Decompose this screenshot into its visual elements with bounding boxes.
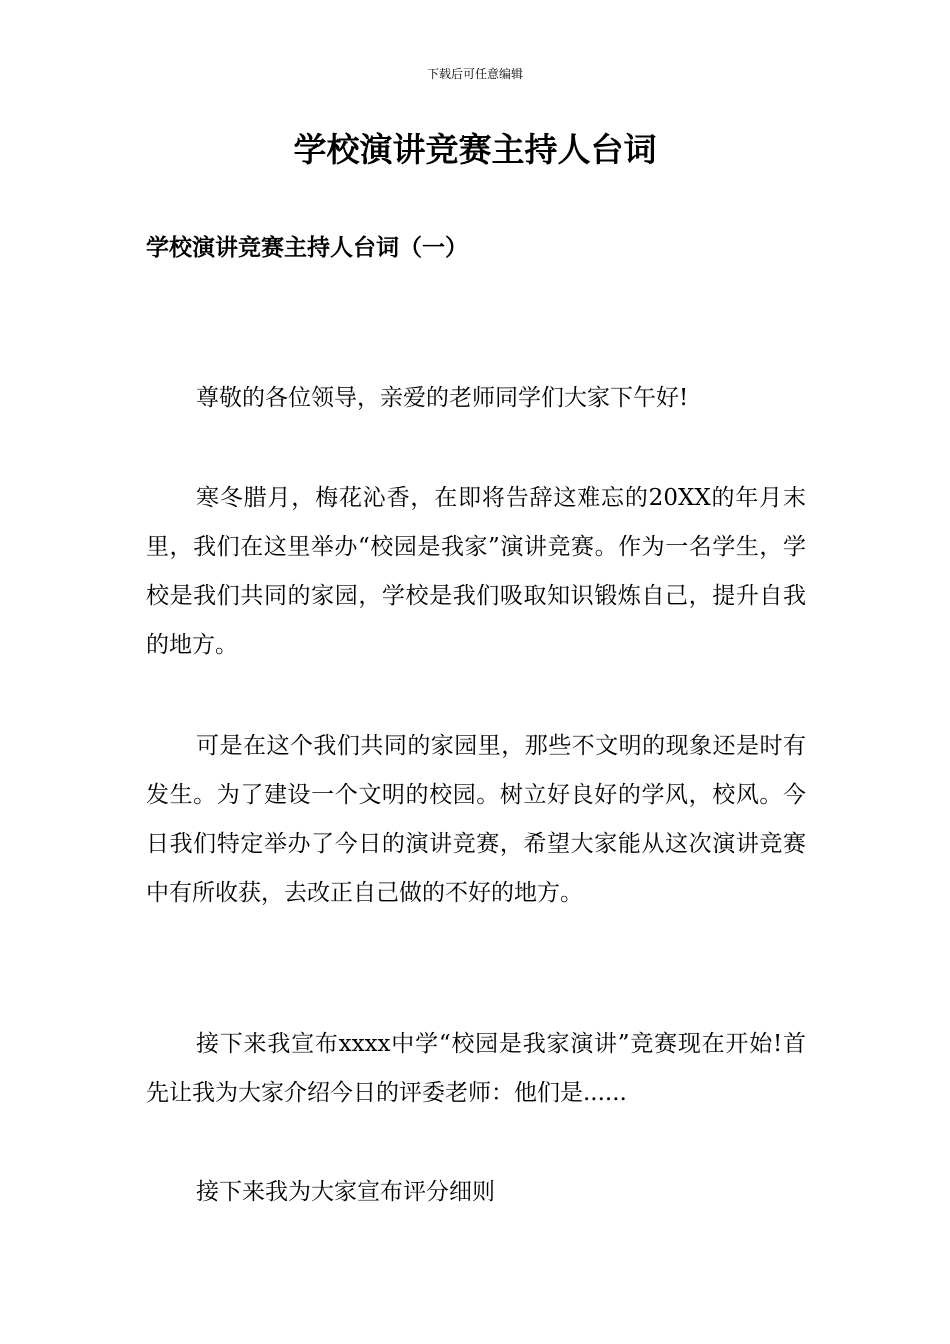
paragraph-scoring-rules: 接下来我为大家宣布评分细则	[196, 1179, 495, 1205]
header-note: 下载后可任意编辑	[426, 67, 523, 81]
document-title: 学校演讲竞赛主持人台词	[293, 130, 657, 169]
paragraph-greeting: 尊敬的各位领导，亲爱的老师同学们大家下午好!	[196, 385, 689, 411]
paragraph-opening: 接下来我宣布xxxx中学“校园是我家演讲”竞赛现在开始!首先让我为大家介绍今日的评委老师：他们是......	[146, 1031, 806, 1106]
section-heading: 学校演讲竞赛主持人台词（一）	[146, 234, 468, 261]
paragraph-introduction: 寒冬腊月，梅花沁香，在即将告辞这难忘的20XX的年月末里，我们在这里举办“校园是我家”演讲竞赛。作为一名学生，学校是我们共同的家园，学校是我们吸取知识锻炼自己，提升自我的地方。	[146, 485, 806, 658]
paragraph-purpose: 可是在这个我们共同的家园里，那些不文明的现象还是时有发生。为了建设一个文明的校园。树立好良好的学风，校风。今日我们特定举办了今日的演讲竞赛，希望大家能从这次演讲竞赛中有所收获，去改正自己做的不好的地方。	[146, 733, 806, 906]
